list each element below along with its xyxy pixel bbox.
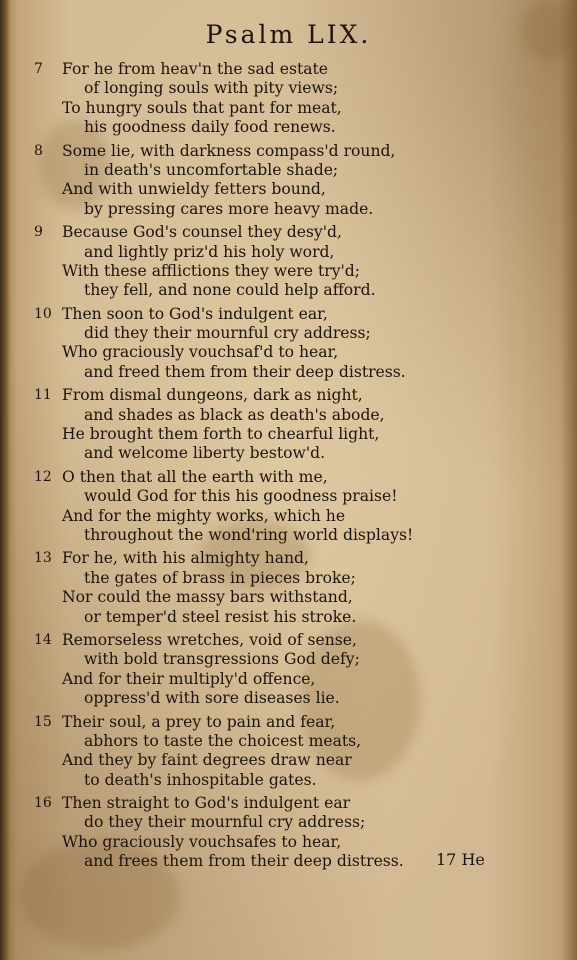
verse-line xyxy=(34,588,554,607)
verse-number: 14 xyxy=(34,631,52,648)
verse-line xyxy=(34,363,554,382)
verse-line xyxy=(34,751,554,770)
verse-line xyxy=(34,386,554,405)
verse-line xyxy=(34,794,554,813)
verse-line xyxy=(34,487,554,506)
verse-line xyxy=(34,569,554,588)
verse-number: 9 xyxy=(34,224,43,241)
verse-text: throughout the wond'ring world displays! xyxy=(84,525,414,544)
verse-text: they fell, and none could help afford. xyxy=(84,281,376,300)
verse-text: To hungry souls that pant for meat, xyxy=(62,98,342,117)
verse-line xyxy=(34,118,554,137)
verse-line xyxy=(34,507,554,526)
verse-text: and frees them from their deep distress. xyxy=(84,852,404,871)
verse-line xyxy=(34,161,554,180)
verse-text: in death's uncomfortable shade; xyxy=(84,160,339,179)
verse-line xyxy=(34,406,554,425)
verse-text: his goodness daily food renews. xyxy=(84,118,336,137)
verse-text: with bold transgressions God defy; xyxy=(84,650,360,669)
verse-line xyxy=(34,305,554,324)
verse-number: 11 xyxy=(34,387,52,404)
verse-text: oppress'd with sore diseases lie. xyxy=(84,689,340,708)
verse-text: the gates of brass in pieces broke; xyxy=(84,568,356,587)
verse-text: Who graciously vouchsafes to hear, xyxy=(62,832,342,851)
verse-line xyxy=(34,324,554,343)
verse-text: For he from heav'n the sad estate xyxy=(62,60,329,78)
verse-text: Because God's counsel they desy'd, xyxy=(62,223,342,242)
stanza xyxy=(34,223,554,301)
verse-number: 15 xyxy=(34,713,52,730)
verse-line xyxy=(34,99,554,118)
verse-text: And for their multiply'd offence, xyxy=(62,669,316,688)
verse-text: and welcome liberty bestow'd. xyxy=(84,444,326,463)
verse-text: Some lie, with darkness compass'd round, xyxy=(62,141,396,160)
verse-line xyxy=(34,689,554,708)
verse-line xyxy=(34,608,554,627)
verse-text: And they by faint degrees draw near xyxy=(62,751,352,770)
verse-text: to death's inhospitable gates. xyxy=(84,770,317,789)
verse-text: of longing souls with pity views; xyxy=(84,79,339,98)
verse-number: 7 xyxy=(34,61,43,77)
verse-line xyxy=(34,444,554,463)
stanza xyxy=(34,631,554,709)
verse-text: For he, with his almighty hand, xyxy=(62,549,309,568)
verse-text: And for the mighty works, which he xyxy=(62,506,346,525)
verse-text: Remorseless wretches, void of sense, xyxy=(62,630,357,649)
verse-text: With these afflictions they were try'd; xyxy=(62,261,361,280)
verse-line xyxy=(34,771,554,790)
verse-text: or temper'd steel resist his stroke. xyxy=(84,607,357,626)
verse-line xyxy=(34,468,554,487)
verse-text: and shades as black as death's abode, xyxy=(84,405,385,424)
verse-text: do they their mournful cry address; xyxy=(84,813,366,832)
verse-text: Then straight to God's indulgent ear xyxy=(62,794,351,813)
verse-line xyxy=(34,142,554,161)
verse-line xyxy=(34,713,554,732)
verse-text: Then soon to God's indulgent ear, xyxy=(62,304,328,323)
stanza xyxy=(34,713,554,791)
verse-number: 12 xyxy=(34,468,52,485)
verse-line xyxy=(34,60,554,79)
verse-line xyxy=(34,631,554,650)
verse-line xyxy=(34,262,554,281)
verse-text: From dismal dungeons, dark as night, xyxy=(62,386,363,405)
catchword: 17 He xyxy=(436,850,485,869)
verse-text: by pressing cares more heavy made. xyxy=(84,199,374,218)
verse-line xyxy=(34,223,554,242)
verse-text: and freed them from their deep distress. xyxy=(84,362,406,381)
binding-edge xyxy=(0,0,10,960)
verse-text: And with unwieldy fetters bound, xyxy=(62,180,326,199)
stanza xyxy=(34,305,554,383)
verse-line xyxy=(34,549,554,568)
verse-number: 8 xyxy=(34,142,43,159)
verse-text: would God for this his goodness praise! xyxy=(84,487,398,506)
verse-line xyxy=(34,526,554,545)
stanza xyxy=(34,549,554,627)
verse-text: and lightly priz'd his holy word, xyxy=(84,242,335,261)
verse-text: Who graciously vouchsaf'd to hear, xyxy=(62,343,339,362)
verse-line xyxy=(34,180,554,199)
verse-number: 13 xyxy=(34,550,52,567)
verse-number: 16 xyxy=(34,795,52,812)
verse-line xyxy=(34,343,554,362)
verse-line xyxy=(34,200,554,219)
verse-line xyxy=(34,425,554,444)
verse-line xyxy=(34,243,554,262)
verse-text: He brought them forth to chearful light, xyxy=(62,425,380,444)
verse-line xyxy=(34,670,554,689)
stanza xyxy=(34,60,554,138)
verse-text: did they their mournful cry address; xyxy=(84,324,371,343)
verse-number: 10 xyxy=(34,305,52,322)
verse-line xyxy=(34,732,554,751)
verse-text: abhors to taste the choicest meats, xyxy=(84,731,362,750)
verse-line xyxy=(34,650,554,669)
stanza xyxy=(34,468,554,546)
stanza xyxy=(34,386,554,464)
verse-line xyxy=(34,281,554,300)
verse-text: Their soul, a prey to pain and fear, xyxy=(62,712,336,731)
psalm-text xyxy=(34,60,554,876)
stanza xyxy=(34,142,554,220)
page-title: Psalm LIX. xyxy=(205,20,372,49)
verse-line xyxy=(34,813,554,832)
verse-text: O then that all the earth with me, xyxy=(62,467,328,486)
verse-text: Nor could the massy bars withstand, xyxy=(62,588,353,607)
verse-line xyxy=(34,79,554,98)
